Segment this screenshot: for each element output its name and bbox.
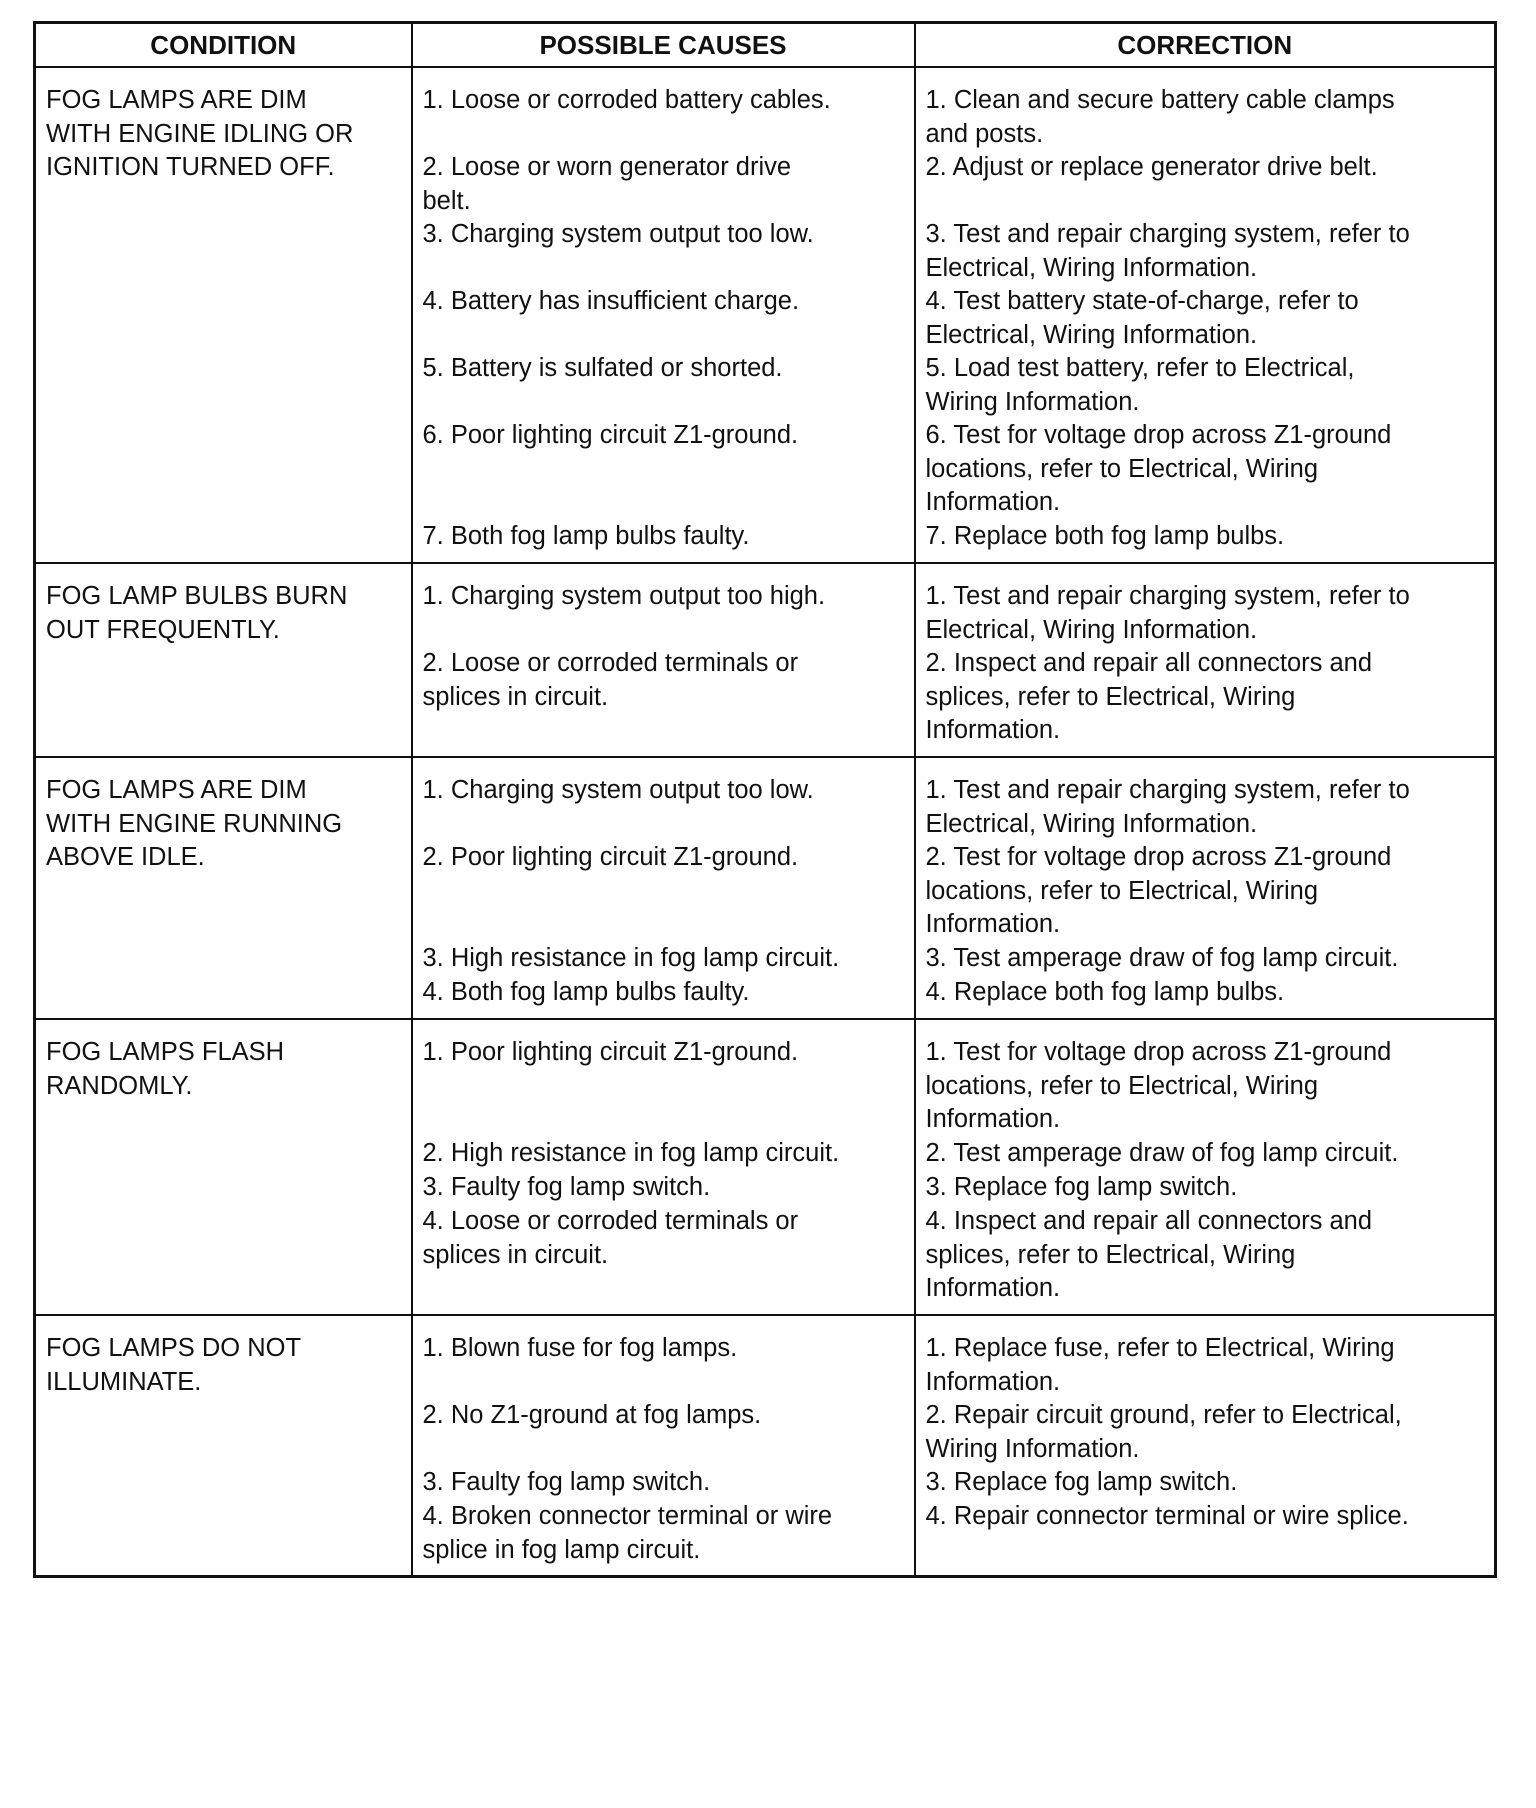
correction-item: 1. Replace fuse, refer to Electrical, Wiring Information. [925, 1334, 1395, 1396]
causes-list [423, 774, 900, 1010]
corrections-list [926, 580, 1481, 748]
causes-list [423, 580, 900, 748]
diagnosis-table [33, 21, 1497, 1578]
correction-item: 2. Repair circuit ground, refer to Electrical, Wiring Information. [925, 1401, 1402, 1463]
correction-item: 3. Replace fog lamp switch. [925, 1173, 1238, 1201]
cause-item: 2. No Z1-ground at fog lamps. [422, 1401, 762, 1429]
correction-item: 2. Inspect and repair all connectors and splices, refer to Electrical, Wiring Information. [925, 649, 1373, 744]
table-row [35, 757, 1496, 1019]
correction-cell [915, 757, 1496, 1019]
condition-cell: FOG LAMPS FLASH RANDOMLY. [35, 1019, 412, 1315]
cause-item: 1. Charging system output too high. [422, 582, 826, 610]
condition-cell: FOG LAMPS DO NOT ILLUMINATE. [35, 1315, 412, 1577]
header-possible-causes: POSSIBLE CAUSES [412, 23, 915, 68]
cause-item: 1. Charging system output too low. [422, 776, 814, 804]
table-body [35, 67, 1496, 1577]
possible-causes-cell [412, 1019, 915, 1315]
cause-item: 2. High resistance in fog lamp circuit. [422, 1139, 840, 1167]
correction-cell [915, 1315, 1496, 1577]
possible-causes-cell [412, 563, 915, 757]
header-correction: CORRECTION [915, 23, 1496, 68]
correction-item: 1. Test and repair charging system, refer to Electrical, Wiring Information. [925, 582, 1410, 644]
table-row [35, 563, 1496, 757]
cause-item: 5. Battery is sulfated or shorted. [422, 354, 783, 382]
correction-item: 1. Clean and secure battery cable clamps and posts. [925, 86, 1395, 148]
possible-causes-cell [412, 67, 915, 563]
correction-item: 4. Inspect and repair all connectors and splices, refer to Electrical, Wiring Information. [925, 1207, 1373, 1302]
header-row [35, 23, 1496, 68]
causes-list [423, 84, 900, 554]
correction-cell [915, 1019, 1496, 1315]
cause-item: 2. Poor lighting circuit Z1-ground. [422, 843, 799, 871]
correction-item: 2. Test amperage draw of fog lamp circuit. [925, 1139, 1399, 1167]
corrections-list [926, 1036, 1481, 1306]
condition-cell: FOG LAMP BULBS BURN OUT FREQUENTLY. [35, 563, 412, 757]
cause-item: 2. Loose or corroded terminals or splices in circuit. [422, 649, 799, 711]
cause-item: 1. Loose or corroded battery cables. [422, 86, 831, 114]
correction-item: 4. Repair connector terminal or wire splice. [925, 1502, 1409, 1530]
possible-causes-cell [412, 757, 915, 1019]
cause-item: 1. Poor lighting circuit Z1-ground. [422, 1038, 799, 1066]
correction-item: 4. Replace both fog lamp bulbs. [925, 978, 1285, 1006]
corrections-list [926, 84, 1481, 554]
cause-item: 3. Faulty fog lamp switch. [422, 1468, 711, 1496]
cause-item: 4. Loose or corroded terminals or splices in circuit. [422, 1207, 799, 1269]
correction-item: 2. Adjust or replace generator drive belt. [925, 153, 1378, 181]
correction-item: 6. Test for voltage drop across Z1-ground locations, refer to Electrical, Wiring Information. [925, 421, 1392, 516]
cause-item: 2. Loose or worn generator drive belt. [422, 153, 792, 215]
cause-item: 4. Battery has insufficient charge. [422, 287, 800, 315]
possible-causes-cell [412, 1315, 915, 1577]
causes-list [423, 1036, 900, 1306]
correction-cell [915, 563, 1496, 757]
table-row [35, 1019, 1496, 1315]
correction-item: 1. Test for voltage drop across Z1-ground locations, refer to Electrical, Wiring Information. [925, 1038, 1392, 1133]
correction-item: 5. Load test battery, refer to Electrical, Wiring Information. [925, 354, 1355, 416]
correction-item: 3. Replace fog lamp switch. [925, 1468, 1238, 1496]
cause-item: 6. Poor lighting circuit Z1-ground. [422, 421, 799, 449]
correction-item: 4. Test battery state-of-charge, refer to Electrical, Wiring Information. [925, 287, 1359, 349]
correction-item: 7. Replace both fog lamp bulbs. [925, 522, 1285, 550]
corrections-list [926, 774, 1481, 1010]
header-condition: CONDITION [35, 23, 412, 68]
cause-item: 3. High resistance in fog lamp circuit. [422, 944, 840, 972]
cause-item: 7. Both fog lamp bulbs faulty. [422, 522, 750, 550]
correction-cell [915, 67, 1496, 563]
corrections-list [926, 1332, 1481, 1567]
correction-item: 2. Test for voltage drop across Z1-ground locations, refer to Electrical, Wiring Information. [925, 843, 1392, 938]
cause-item: 3. Faulty fog lamp switch. [422, 1173, 711, 1201]
table-row [35, 1315, 1496, 1577]
cause-item: 3. Charging system output too low. [422, 220, 814, 248]
condition-cell: FOG LAMPS ARE DIM WITH ENGINE IDLING OR IGNITION TURNED OFF. [35, 67, 412, 563]
condition-cell: FOG LAMPS ARE DIM WITH ENGINE RUNNING ABOVE IDLE. [35, 757, 412, 1019]
table-row [35, 67, 1496, 563]
correction-item: 1. Test and repair charging system, refer to Electrical, Wiring Information. [925, 776, 1410, 838]
correction-item: 3. Test and repair charging system, refer to Electrical, Wiring Information. [925, 220, 1410, 282]
cause-item: 4. Both fog lamp bulbs faulty. [422, 978, 750, 1006]
causes-list [423, 1332, 900, 1567]
cause-item: 1. Blown fuse for fog lamps. [422, 1334, 738, 1362]
correction-item: 3. Test amperage draw of fog lamp circuit. [925, 944, 1399, 972]
cause-item: 4. Broken connector terminal or wire splice in fog lamp circuit. [422, 1502, 833, 1564]
